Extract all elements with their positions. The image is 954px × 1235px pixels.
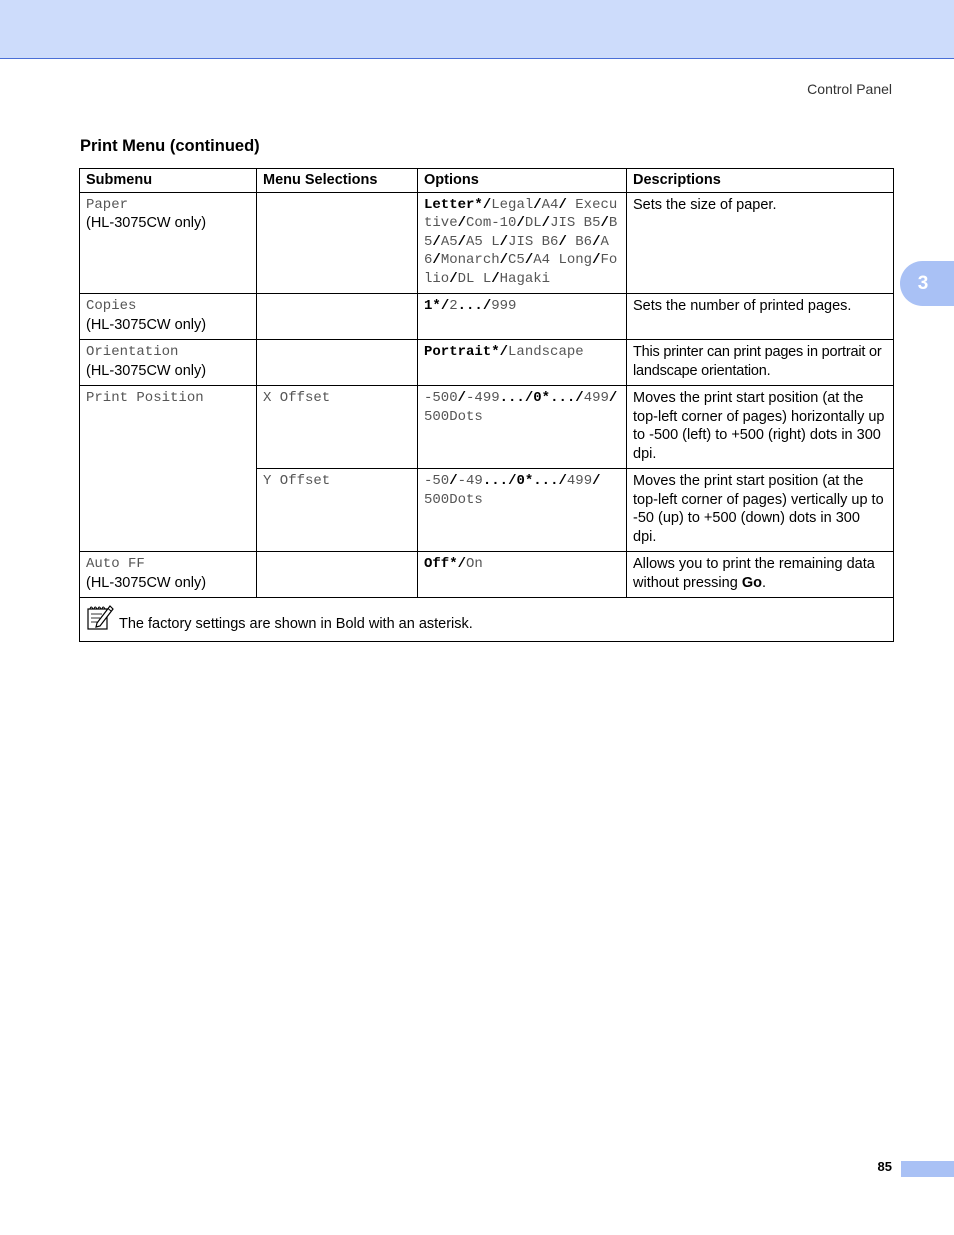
- table-row-orientation: [80, 340, 894, 386]
- option-value: B6: [575, 233, 593, 250]
- option-value: 2: [449, 298, 458, 314]
- option-value: -500: [424, 390, 458, 406]
- options-cell: Off*/On: [418, 552, 627, 598]
- options-cell: -500/-499.../0*.../499/ 500Dots: [418, 386, 627, 469]
- option-value: A5 L: [466, 233, 500, 250]
- options-cell: 1*/2.../999: [418, 294, 627, 340]
- description-cell: Moves the print start position (at the top-left corner of pages) vertically up to -50 (up) to +500 (down) dots in 300 dpi.: [627, 469, 894, 552]
- option-value: DL L: [457, 270, 492, 287]
- chapter-tab: [900, 261, 954, 306]
- option-default: 0: [516, 473, 525, 489]
- print-menu-table: [79, 168, 894, 642]
- option-value: Legal: [491, 196, 534, 213]
- option-value: Landscape: [508, 344, 584, 360]
- table-note-row: [80, 598, 894, 642]
- option-value: 500Dots: [424, 408, 483, 425]
- submenu-name: Copies: [86, 298, 137, 314]
- note-pencil-icon: [85, 602, 115, 632]
- option-value: A5: [440, 233, 458, 250]
- selection-cell: Y Offset: [257, 469, 418, 552]
- header-menu-selections: Menu Selections: [257, 169, 418, 193]
- option-value: A4: [541, 196, 559, 213]
- option-value: Hagaki: [499, 270, 551, 287]
- option-default: 0: [533, 390, 542, 406]
- page-number: 85: [877, 1159, 892, 1174]
- submenu-cell: [80, 552, 257, 598]
- submenu-cell: [80, 386, 257, 552]
- submenu-note: (HL-3075CW only): [86, 316, 207, 333]
- submenu-note: (HL-3075CW only): [86, 574, 207, 591]
- option-value: On: [466, 556, 483, 572]
- description-cell: Sets the size of paper.: [627, 192, 894, 294]
- table-row-auto-ff: [80, 552, 894, 598]
- submenu-note: (HL-3075CW only): [86, 362, 207, 379]
- option-value: Com-10: [466, 215, 517, 231]
- option-default: Off: [424, 556, 450, 572]
- note-text: The factory settings are shown in Bold with an asterisk.: [119, 616, 473, 632]
- section-title: Print Menu (continued): [80, 137, 260, 155]
- option-value: -50: [424, 473, 450, 489]
- option-value: -499: [466, 390, 500, 406]
- header-descriptions: Descriptions: [627, 169, 894, 193]
- option-value: 999: [491, 298, 517, 314]
- option-value: -49: [457, 473, 483, 489]
- option-value: A6: [424, 233, 609, 268]
- option-value: A4 Long: [533, 252, 593, 268]
- table-row-x-offset: [80, 386, 894, 469]
- option-value: 499: [583, 390, 609, 406]
- header-submenu: Submenu: [80, 169, 257, 193]
- option-default: Portrait: [424, 344, 492, 360]
- header-band: [0, 0, 954, 59]
- description-cell: This printer can print pages in portrait or landscape orientation.: [627, 340, 894, 386]
- submenu-cell: [80, 340, 257, 386]
- header-options: Options: [418, 169, 627, 193]
- options-cell: Letter*/Legal/A4/ Executive/Com-10/DL/JIS B5/B5/A5/A5 L/JIS B6/ B6/A6/Monarch/C5/A4 Long/Folio/DL L/Hagaki: [418, 192, 627, 294]
- option-value: 499: [566, 473, 593, 489]
- submenu-cell: [80, 294, 257, 340]
- option-value: DL: [524, 215, 542, 231]
- table-row-paper: [80, 192, 894, 294]
- table-header-row: [80, 169, 894, 193]
- footer-bar: [901, 1161, 954, 1177]
- running-header: Control Panel: [807, 81, 892, 97]
- note-cell: [80, 598, 894, 642]
- selection-cell: [257, 340, 418, 386]
- selection-cell: [257, 192, 418, 294]
- option-value: C5: [508, 252, 525, 268]
- option-default: 1: [424, 298, 433, 314]
- submenu-name: Auto FF: [86, 556, 145, 572]
- option-value: B5: [424, 215, 618, 250]
- selection-cell: [257, 552, 418, 598]
- option-value: Folio: [424, 252, 618, 287]
- submenu-name: Paper: [86, 196, 129, 213]
- description-cell: Sets the number of printed pages.: [627, 294, 894, 340]
- option-value: 500Dots: [424, 491, 483, 508]
- options-cell: Portrait*/Landscape: [418, 340, 627, 386]
- option-value: JIS B6: [508, 233, 559, 250]
- chapter-number: 3: [917, 273, 929, 294]
- options-cell: -50/-49.../0*.../499/ 500Dots: [418, 469, 627, 552]
- option-value: Monarch: [440, 252, 500, 268]
- table-row-copies: [80, 294, 894, 340]
- selection-cell: X Offset: [257, 386, 418, 469]
- description-cell: Moves the print start position (at the top-left corner of pages) horizontally up to -500 (left) to +500 (right) dots in 300 dpi.: [627, 386, 894, 469]
- submenu-name: Print Position: [86, 390, 204, 406]
- submenu-cell: [80, 192, 257, 294]
- option-value: JIS B5: [550, 215, 601, 231]
- submenu-note: (HL-3075CW only): [86, 215, 207, 231]
- selection-cell: [257, 294, 418, 340]
- description-cell: Allows you to print the remaining data without pressing Go.: [627, 552, 894, 598]
- option-value: Executive: [424, 196, 618, 231]
- option-default: Letter: [424, 196, 475, 213]
- submenu-name: Orientation: [86, 344, 179, 360]
